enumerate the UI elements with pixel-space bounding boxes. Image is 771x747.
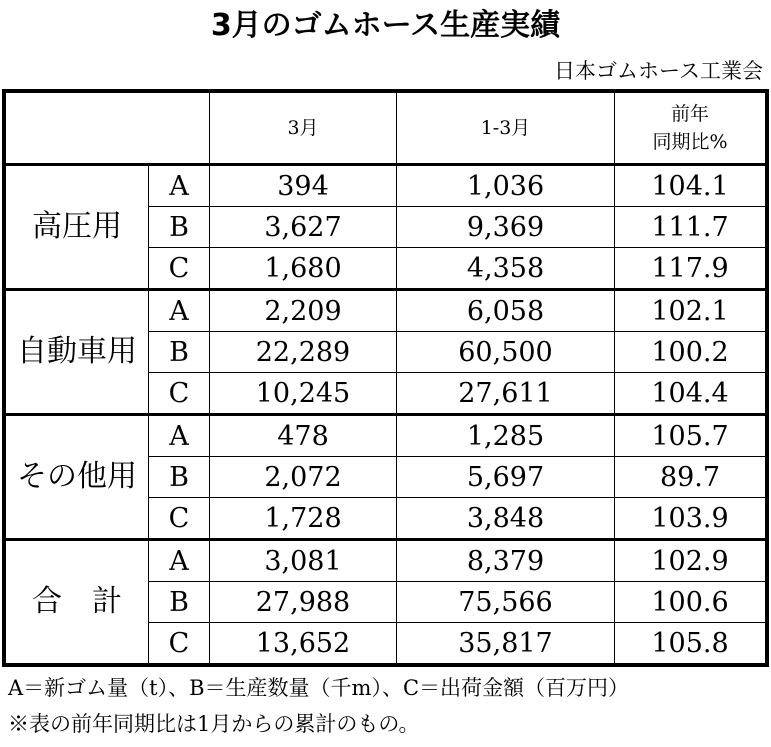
cell-month: 3,081 [210,540,397,582]
header-blank-cell [6,93,210,165]
header-ratio-line2: 同期比% [652,131,728,153]
group-label: 自動車用 [6,290,149,415]
cell-cumulative: 4,358 [397,248,615,290]
cell-cumulative: 9,369 [397,207,615,248]
row-key: C [149,498,210,540]
group-label: その他用 [6,415,149,540]
row-key: C [149,373,210,415]
row-key: A [149,540,210,582]
cell-month: 10,245 [210,373,397,415]
table-row [6,540,766,582]
row-key: B [149,332,210,373]
source-label: 日本ゴムホース工業会 [554,59,763,83]
cell-month: 22,289 [210,332,397,373]
row-key: A [149,165,210,207]
row-key: A [149,415,210,457]
group-label: 高圧用 [6,165,149,290]
cell-ratio: 89.7 [615,457,766,498]
cell-cumulative: 35,817 [397,623,615,664]
production-table [5,92,766,664]
cell-ratio: 105.8 [615,623,766,664]
cell-cumulative: 1,285 [397,415,615,457]
header-month: 3月 [210,93,397,165]
cell-month: 13,652 [210,623,397,664]
cell-ratio: 100.6 [615,582,766,623]
cell-month: 27,988 [210,582,397,623]
cell-ratio: 104.4 [615,373,766,415]
cell-cumulative: 8,379 [397,540,615,582]
header-cumulative: 1-3月 [397,93,615,165]
cell-cumulative: 1,036 [397,165,615,207]
footnotes [8,670,768,742]
cell-ratio: 111.7 [615,207,766,248]
cell-ratio: 103.9 [615,498,766,540]
cell-cumulative: 27,611 [397,373,615,415]
row-key: B [149,457,210,498]
cell-ratio: 100.2 [615,332,766,373]
group-label: 合 計 [6,540,149,664]
row-key: B [149,207,210,248]
cell-month: 478 [210,415,397,457]
table-header-row [6,93,766,165]
cell-cumulative: 3,848 [397,498,615,540]
table-row [6,290,766,332]
header-ratio-line1: 前年 [670,103,709,125]
table-row [6,165,766,207]
cell-month: 1,680 [210,248,397,290]
cell-cumulative: 5,697 [397,457,615,498]
row-key: A [149,290,210,332]
cell-ratio: 102.9 [615,540,766,582]
cell-month: 394 [210,165,397,207]
row-key: C [149,623,210,664]
cell-month: 1,728 [210,498,397,540]
footnote-remark: ※表の前年同期比は1月からの累計のもの。 [8,712,420,736]
footnote-legend: A＝新ゴム量（t）、B＝生産数量（千m）、C＝出荷金額（百万円） [8,676,630,700]
cell-ratio: 105.7 [615,415,766,457]
cell-cumulative: 6,058 [397,290,615,332]
cell-month: 3,627 [210,207,397,248]
row-key: B [149,582,210,623]
cell-month: 2,072 [210,457,397,498]
header-ratio [615,93,766,165]
cell-month: 2,209 [210,290,397,332]
cell-cumulative: 60,500 [397,332,615,373]
page-title: 3月のゴムホース生産実績 [210,8,561,43]
cell-cumulative: 75,566 [397,582,615,623]
table-row [6,415,766,457]
cell-ratio: 117.9 [615,248,766,290]
cell-ratio: 104.1 [615,165,766,207]
row-key: C [149,248,210,290]
cell-ratio: 102.1 [615,290,766,332]
